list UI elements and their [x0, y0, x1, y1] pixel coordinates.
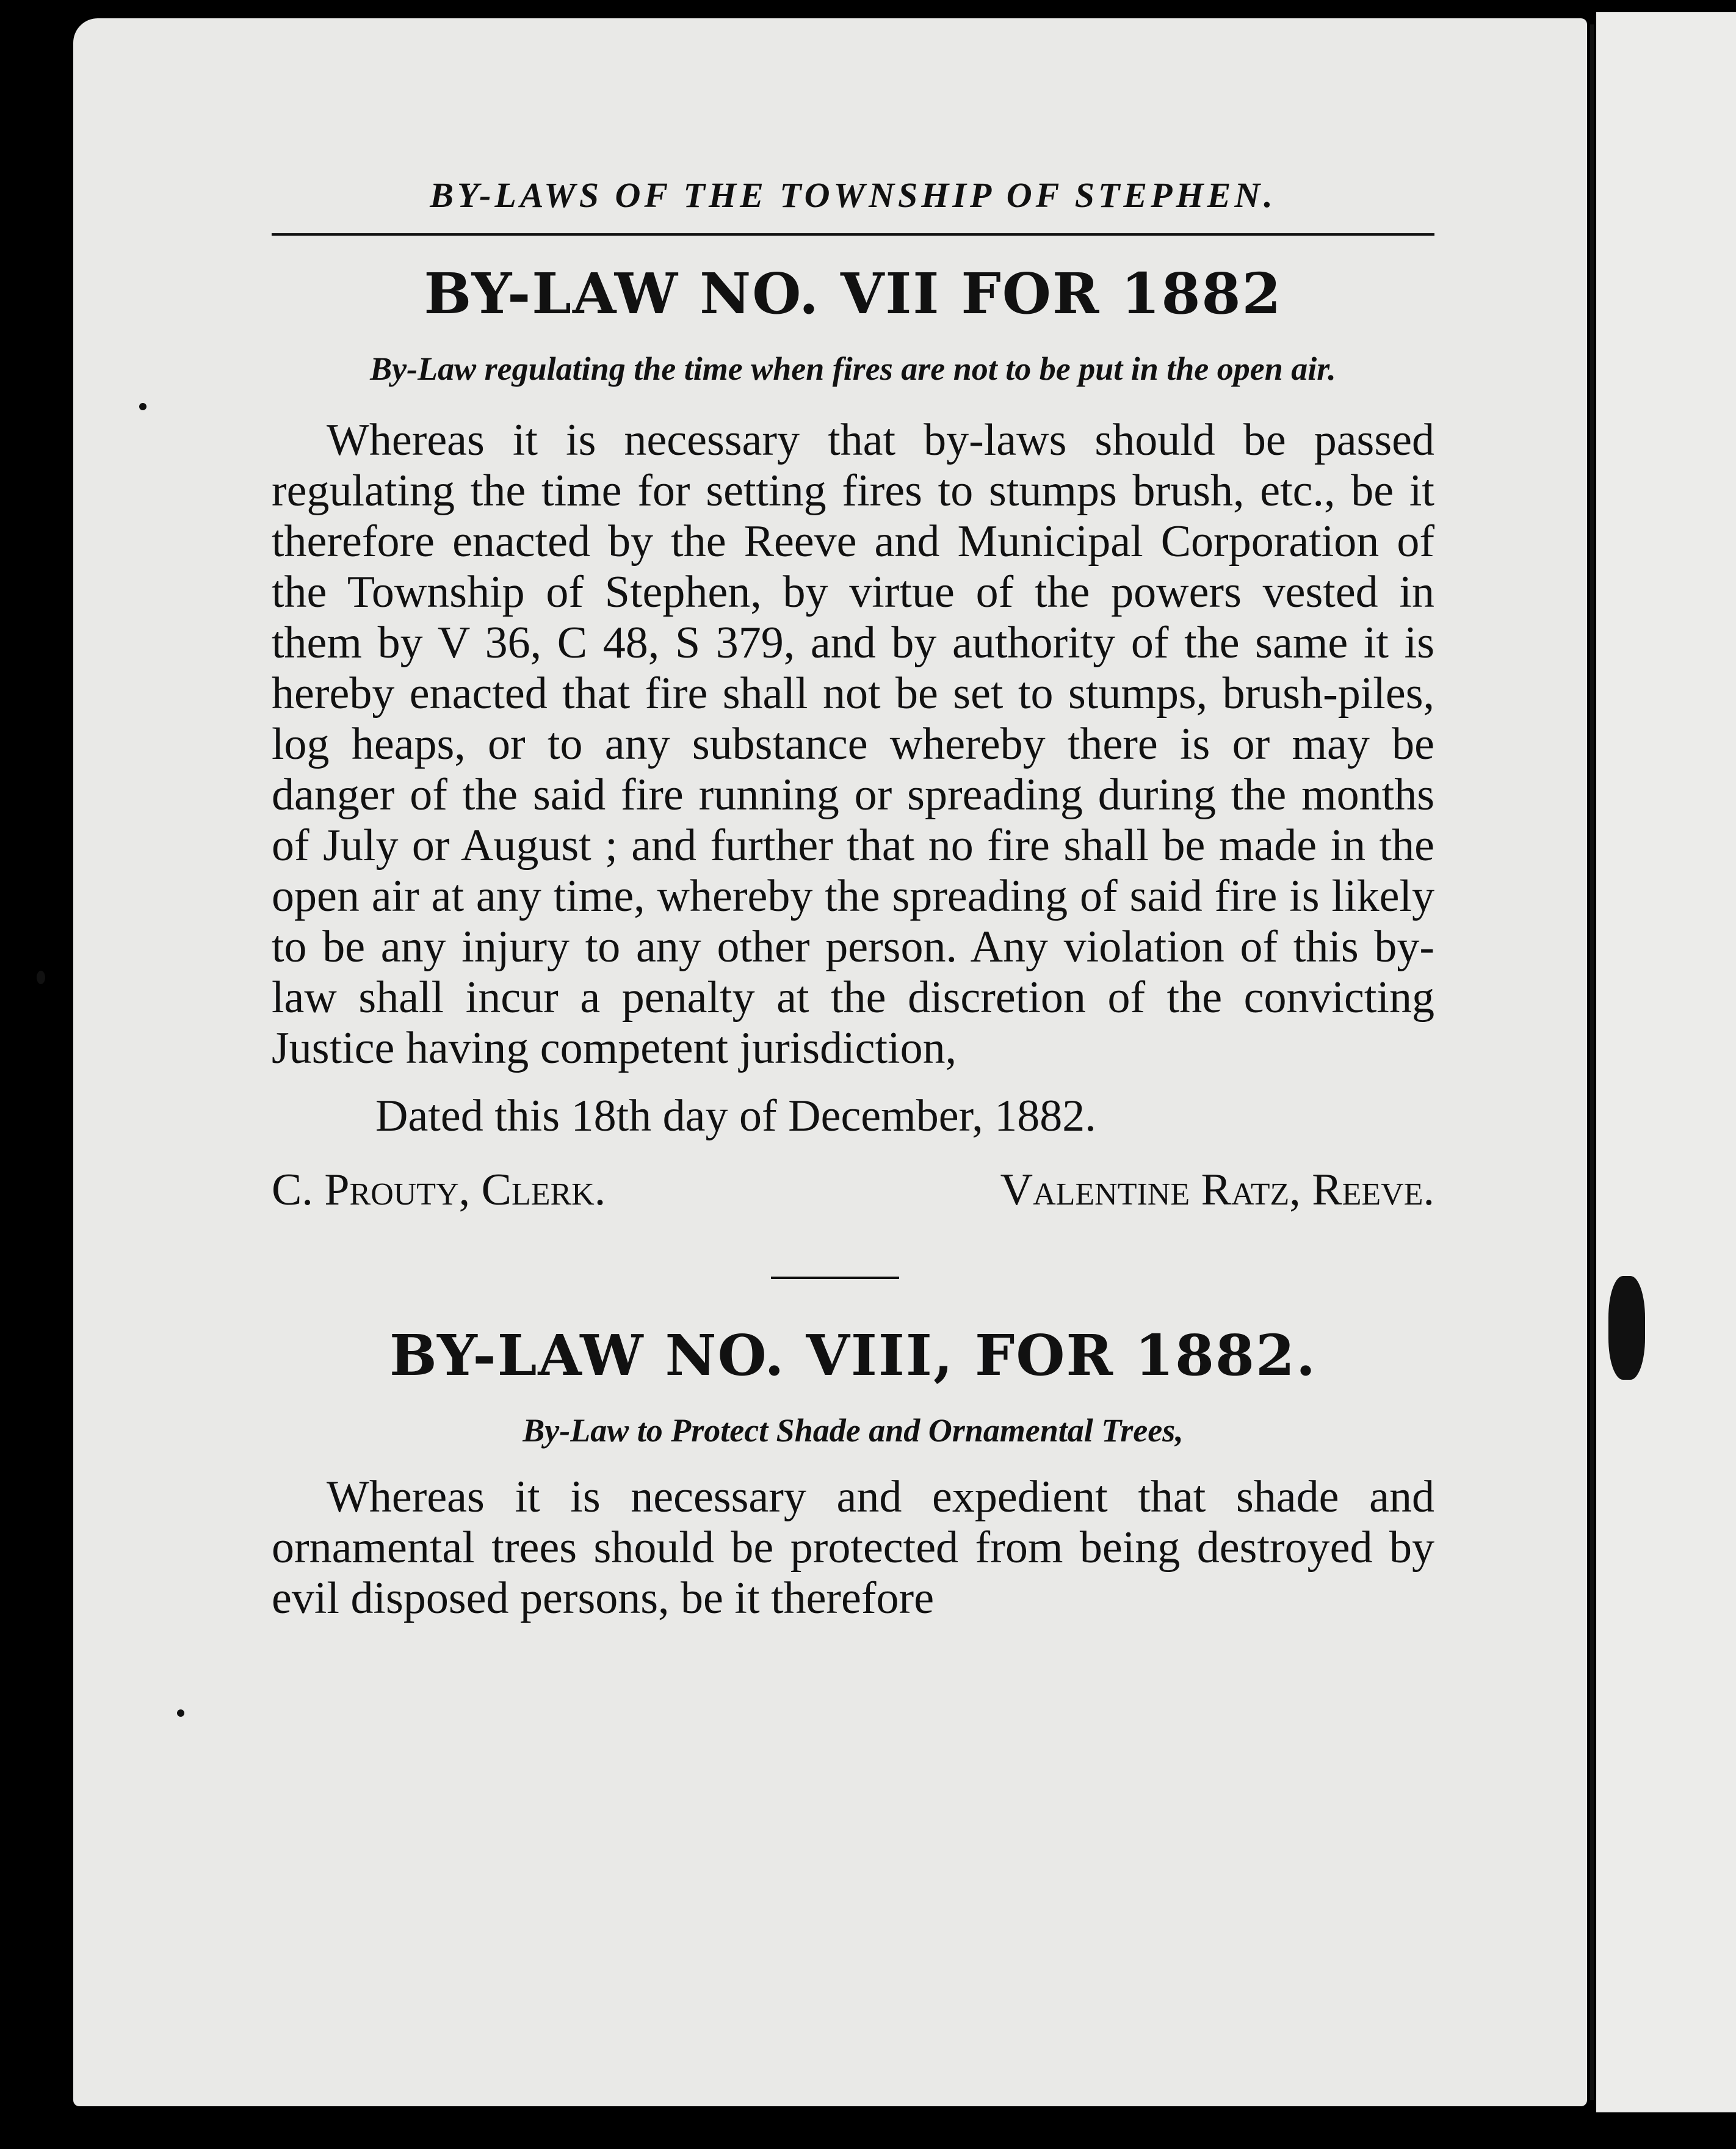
bylaw-viii-body: Whereas it is necessary and expedient that shade and ornamental trees should be protected from being destroyed by evil disposed persons, be it therefore [272, 1472, 1434, 1623]
bylaw-vii-subtitle: By-Law regulating the time when fires are not to be put in the open air. [370, 350, 1336, 387]
bylaw-vii-body: Whereas it is necessary that by-laws should be passed regulating the time for setting fires to stumps brush, etc., be it therefore enacted by the Reeve and Municipal Corporation of the Township of Stephen, by virtue of the powers vested in them by V 36, C 48, S 379, and by authority of the same it is hereby enacted that fire shall not be set to stumps, brush-piles, log heaps, or to any substance whereby there is or may be danger of the said fire running or spreading during the months of July or August ; and further that no fire shall be made in the open air at any time, whereby the spreading of said fire is likely to be any injury to any other person. Any violation of this by-law shall incur a penalty at the discretion of the convicting Justice having competent jurisdiction, [272, 415, 1434, 1073]
bylaw-vii-title: BY-LAW NO. VII FOR 1882 [424, 261, 1282, 327]
bylaw-vii-dated: Dated this 18th day of December, 1882. [375, 1091, 1096, 1141]
ink-speck [37, 971, 45, 984]
bylaw-viii-title: BY-LAW NO. VIII, FOR 1882. [389, 1322, 1317, 1388]
header-rule [272, 233, 1434, 236]
ink-speck [139, 403, 146, 410]
page-fold [1590, 24, 1594, 2100]
bylaw-viii-subtitle: By-Law to Protect Shade and Ornamental Trees, [523, 1412, 1184, 1449]
bylaw-vii-signatures [272, 1165, 1434, 1216]
ink-blot [1608, 1276, 1645, 1380]
ink-speck [177, 1709, 184, 1717]
section-separator [771, 1277, 899, 1279]
bylaw-viii [272, 1322, 1434, 1624]
facing-page-edge [1596, 12, 1736, 2112]
clerk-signature: C. Prouty, Clerk. [272, 1165, 606, 1215]
page-content [272, 171, 1434, 1624]
reeve-signature: Valentine Ratz, Reeve. [1000, 1165, 1434, 1215]
running-head: BY-LAWS OF THE TOWNSHIP OF STEPHEN. [430, 175, 1276, 215]
bylaw-vii [272, 260, 1434, 1216]
